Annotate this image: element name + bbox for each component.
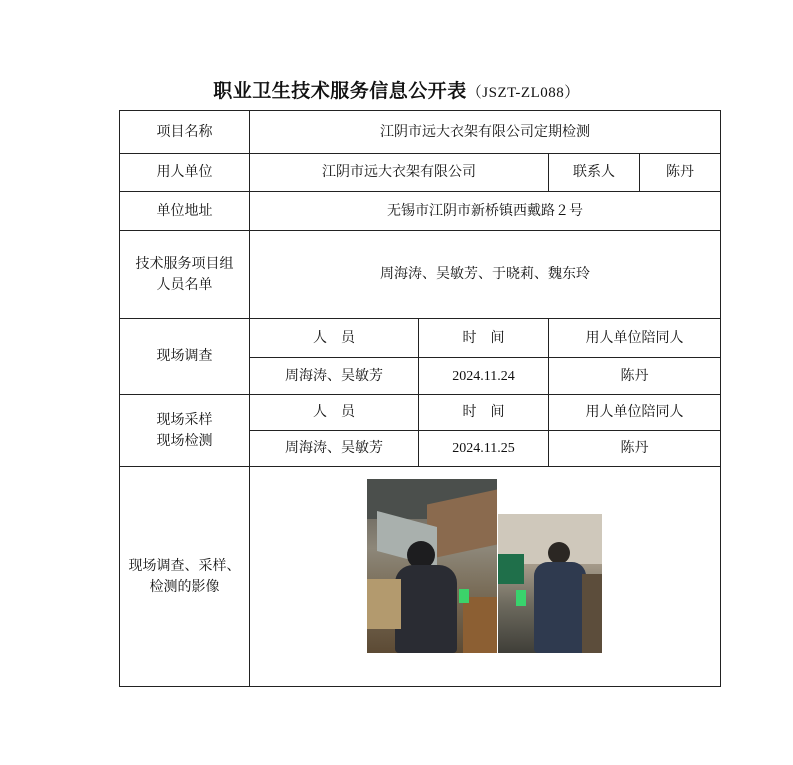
sampling-label-line2: 现场检测: [156, 432, 213, 449]
document-code: （JSZT-ZL088）: [466, 85, 580, 101]
photo-survey-box: [367, 579, 401, 629]
contact-value: 陈丹: [640, 154, 721, 192]
photo-sampling-head: [548, 542, 570, 564]
row-project: [120, 111, 721, 154]
team-label: 技术服务项目组人员名单: [120, 231, 250, 319]
photo-sampling: [498, 514, 602, 653]
row-survey-header: [120, 319, 721, 358]
sampling-label: [120, 395, 250, 467]
contact-label: 联系人: [549, 154, 640, 192]
photo-survey-device: [459, 589, 469, 603]
photo-sampling-person: [534, 562, 586, 653]
sampling-companion: 陈丹: [549, 431, 721, 467]
photo-survey-crate: [463, 597, 497, 653]
row-employer: [120, 154, 721, 192]
row-images: [120, 467, 721, 687]
sampling-header-time: 时 间: [419, 395, 549, 431]
photo-sampling-machine: [498, 554, 524, 584]
survey-header-time: 时 间: [419, 319, 549, 358]
images-cell: [250, 467, 721, 687]
sampling-personnel: 周海涛、吴敏芳: [250, 431, 419, 467]
survey-companion: 陈丹: [549, 358, 721, 395]
survey-personnel: 周海涛、吴敏芳: [250, 358, 419, 395]
address-label: 单位地址: [120, 192, 250, 231]
photo-container: [250, 468, 720, 685]
employer-value: 江阴市远大衣架有限公司: [250, 154, 549, 192]
project-label: 项目名称: [120, 111, 250, 154]
survey-time: 2024.11.24: [419, 358, 549, 395]
info-table: [119, 110, 721, 687]
sampling-header-companion: 用人单位陪同人: [549, 395, 721, 431]
employer-label: 用人单位: [120, 154, 250, 192]
survey-header-companion: 用人单位陪同人: [549, 319, 721, 358]
survey-header-personnel: 人 员: [250, 319, 419, 358]
sampling-time: 2024.11.25: [419, 431, 549, 467]
project-value: 江阴市远大衣架有限公司定期检测: [250, 111, 721, 154]
document-title: [0, 76, 793, 103]
photo-sampling-device: [516, 590, 526, 606]
images-label: 现场调查、采样、检测的影像: [120, 467, 250, 687]
photo-survey: [367, 479, 497, 653]
address-value: 无锡市江阴市新桥镇西戴路２号: [250, 192, 721, 231]
sampling-header-personnel: 人 员: [250, 395, 419, 431]
row-team: [120, 231, 721, 319]
photo-sampling-shelf: [582, 574, 602, 653]
row-address: [120, 192, 721, 231]
survey-label: 现场调查: [120, 319, 250, 395]
team-value: 周海涛、吴敏芳、于晓莉、魏东玲: [250, 231, 721, 319]
photo-survey-person: [395, 565, 457, 653]
row-sampling-header: [120, 395, 721, 431]
title-text: 职业卫生技术服务信息公开表: [213, 80, 467, 102]
sampling-label-line1: 现场采样: [156, 411, 213, 428]
